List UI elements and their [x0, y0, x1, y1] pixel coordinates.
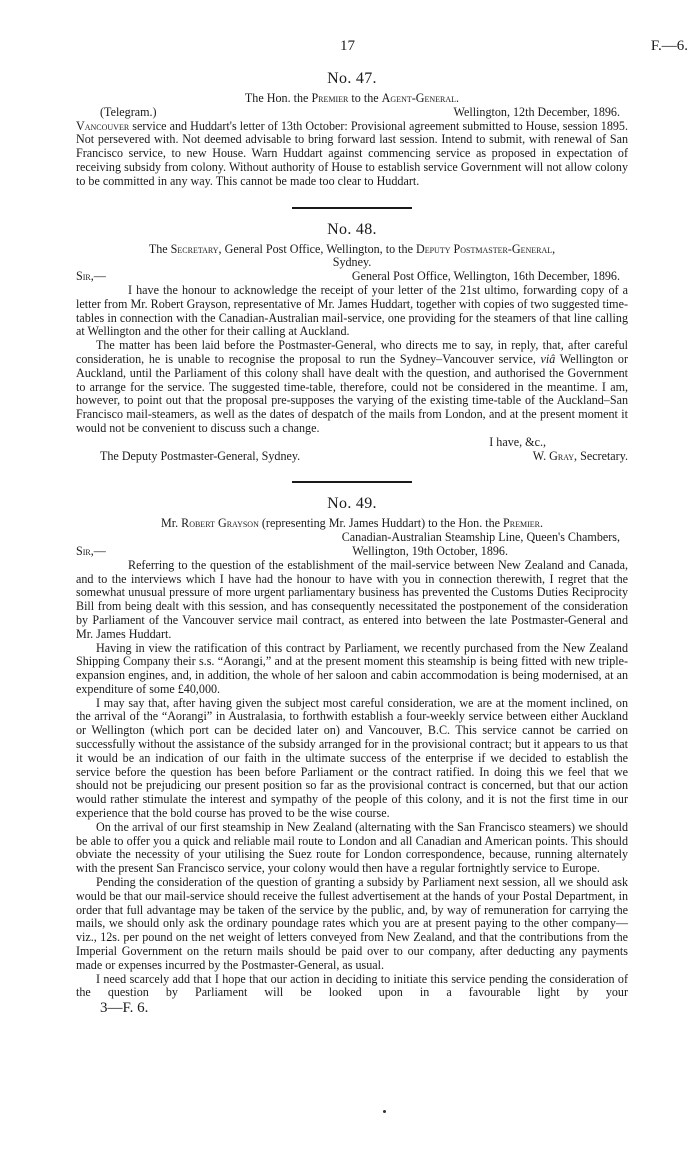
letter-heading [76, 92, 628, 106]
paragraph-text: The matter has been laid before the Postmaster-General, who directs me to say, in reply, that, after careful consideration, he is unable to recognise the proposal to run the Sydney–Vancouver service, [76, 338, 628, 366]
signature [533, 450, 628, 464]
heading-text: Mr. [160, 516, 179, 531]
heading-text: (representing Mr. James Huddart) to the Hon. the [261, 516, 501, 531]
paragraph: I need scarcely add that I hope that our action in deciding to initiate this service pending the consideration of the question by Parliament will be looked upon in a favourable light by your [76, 971, 628, 1000]
closing: I have, &c., [489, 434, 546, 449]
heading-recipient: Deputy Postmaster-General, [415, 241, 556, 256]
addressee: The Deputy Postmaster-General, Sydney. [100, 448, 301, 463]
letter-48 [76, 221, 628, 464]
heading-sender: Robert Grayson [181, 516, 259, 531]
body-lead: Vancouver [76, 118, 130, 133]
body-text: service and Huddart's letter of 13th October: Provisional agreement submitted to House, session 1895. Not persevered with. Not deemed advisable to bring forward last session. Intend to submit, with renewal of San Francisco service, to new House. Warn Huddart against commencing service as proposed in expectation of receiving subsidy from colony. Without authority of House to establish service Government will not allow colony to be committed in any way. This cannot be made too clear to Huddart. [76, 118, 628, 188]
document-reference: F.—6. [650, 38, 688, 54]
section-divider [292, 481, 412, 483]
letter-heading [76, 517, 628, 531]
section-divider [292, 207, 412, 209]
paragraph: On the arrival of our first steamship in New Zealand (alternating with the San Francisco steamers) we should be able to offer you a quick and reliable mail route to London and all Canadian and American points. This should obviate the necessity of your utilising the Suez route for London correspondence, because, running alternately with the present San Francisco service, your colony would then have a regular fortnightly service to Europe. [76, 819, 628, 876]
paragraph-italic: viâ [540, 351, 556, 366]
paragraph: Referring to the question of the establishment of the mail-service between New Zealand and Canada, and to the interviews which I have had the honour to have with you in connection therewith, I regret that the somewhat unusual pressure of more urgent parliamentary business has prevented the Customs Duties Reciprocity Bill from being dealt with this session, and has consequently necessitated the postponement of the consideration by Parliament of the Vancouver service mail contract, as entered into between the late Postmaster-General and Mr. James Huddart. [76, 557, 628, 641]
letter-49 [76, 495, 628, 1000]
page-number: 17 [340, 38, 355, 54]
paragraph [76, 339, 628, 436]
heading-recipient: Premier. [503, 516, 544, 531]
heading-recipient: Agent-General. [381, 91, 460, 105]
letter-number: No. 47. [327, 70, 377, 87]
telegram-body [76, 120, 628, 189]
heading-text: to the [351, 91, 379, 105]
heading-text: The [148, 241, 168, 256]
heading-text: General Post Office, Wellington, to the [224, 241, 413, 256]
paragraph: Pending the consideration of the question of granting a subsidy by Parliament next session, all we should ask would be that our mail-service should receive the fullest advertisement at the hands of your Postal Department, in order that full advantage may be taken of the service by the public, and, by way of remuneration for carrying the mails, we should only ask the ordinary poundage rates which you are at present paying to the other company—viz., 12s. per pound on the net weight of letters conveyed from New Zealand, and that the contributions from the Imperial Government on the return mails should be paid over to our company, after deducting any payments made or expenses incurred by the Postmaster-General, as usual. [76, 875, 628, 972]
salutation: Sir,— [76, 269, 106, 284]
letter-number: No. 48. [327, 220, 377, 238]
paragraph: I have the honour to acknowledge the receipt of your letter of the 21st ultimo, forwarding copy of a letter from Mr. Robert Grayson, representative of Mr. James Huddart, together with copies of two suggested time-tables in connection with the Canadian-Australian mail-service, one providing for the steamers of that line calling at Wellington and the other for their calling at Auckland. [76, 282, 628, 339]
print-mark [383, 1110, 386, 1113]
place-date: Wellington, 19th October, 1896. [352, 543, 508, 558]
heading-city: Sydney. [332, 255, 372, 270]
salutation-line [76, 545, 628, 559]
telegram-line [76, 106, 628, 120]
footer-reference: 3—F. 6. [100, 1000, 149, 1017]
letter-heading [76, 243, 628, 257]
sender-address: Canadian-Australian Steamship Line, Queen's Chambers, [341, 530, 620, 545]
signature-line [76, 450, 628, 464]
letter-47 [76, 70, 628, 189]
place-date: Wellington, 12th December, 1896. [453, 104, 620, 119]
heading-text: The Hon. the [244, 91, 309, 105]
letter-number: No. 49. [327, 495, 377, 513]
signature-title: Secretary. [580, 448, 628, 463]
paragraph-text: Wellington or Auckland, until the Parliament of this colony shall have dealt with the question, and authorised the Government to arrange for the service. The suggested time-table, therefore, could not be considered in the meantime. I am, however, to point out that the proposal pre-supposes the varying of the existing time-table of the Auckland–San Francisco mail-steamers, as well as the dates of despatch of the mails from London, and at the present moment it would not be convenient to discuss such a change. [76, 351, 628, 435]
heading-sender: Secretary, [170, 241, 222, 256]
letter-type: (Telegram.) [100, 104, 157, 119]
document-page [76, 38, 688, 1017]
page-header [76, 38, 688, 66]
place-date: General Post Office, Wellington, 16th December, 1896. [351, 269, 620, 284]
salutation-line [76, 270, 628, 284]
heading-sender: Premier [311, 91, 349, 105]
paragraph: Having in view the ratification of this contract by Parliament, we recently purchased from the New Zealand Shipping Company their s.s. “Aorangi,” and at the present moment this steamship is being fitted with new triple-expansion engines, and, in addition, the whole of her saloon and cabin accommodation is being modernised, at an expenditure of some £40,000. [76, 640, 628, 696]
paragraph: I may say that, after having given the subject most careful consideration, we are at the moment inclined, on the arrival of the “Aorangi” in Australasia, to forthwith establish a four-weekly service between either Auckland or Wellington (which port can be decided later on) and Vancouver, B.C. This service cannot be carried on successfully without the assistance of the subsidy arranged for in the provisional contract; but it appears to us that it would be an indication of our faith in the ultimate success of the enterprise if we decided to establish the service before the question has been before Parliament or the contract ratified. In doing this we feel that we should not be prejudicing our present position so far as the provisional contract is concerned, but that our action would rather stimulate the interest and sympathy of the people of this colony, and it is not the first time in our experience that the bold course has proved to be the wise course. [76, 695, 628, 821]
signature-name: W. Gray, [532, 448, 578, 463]
salutation: Sir,— [76, 543, 106, 558]
